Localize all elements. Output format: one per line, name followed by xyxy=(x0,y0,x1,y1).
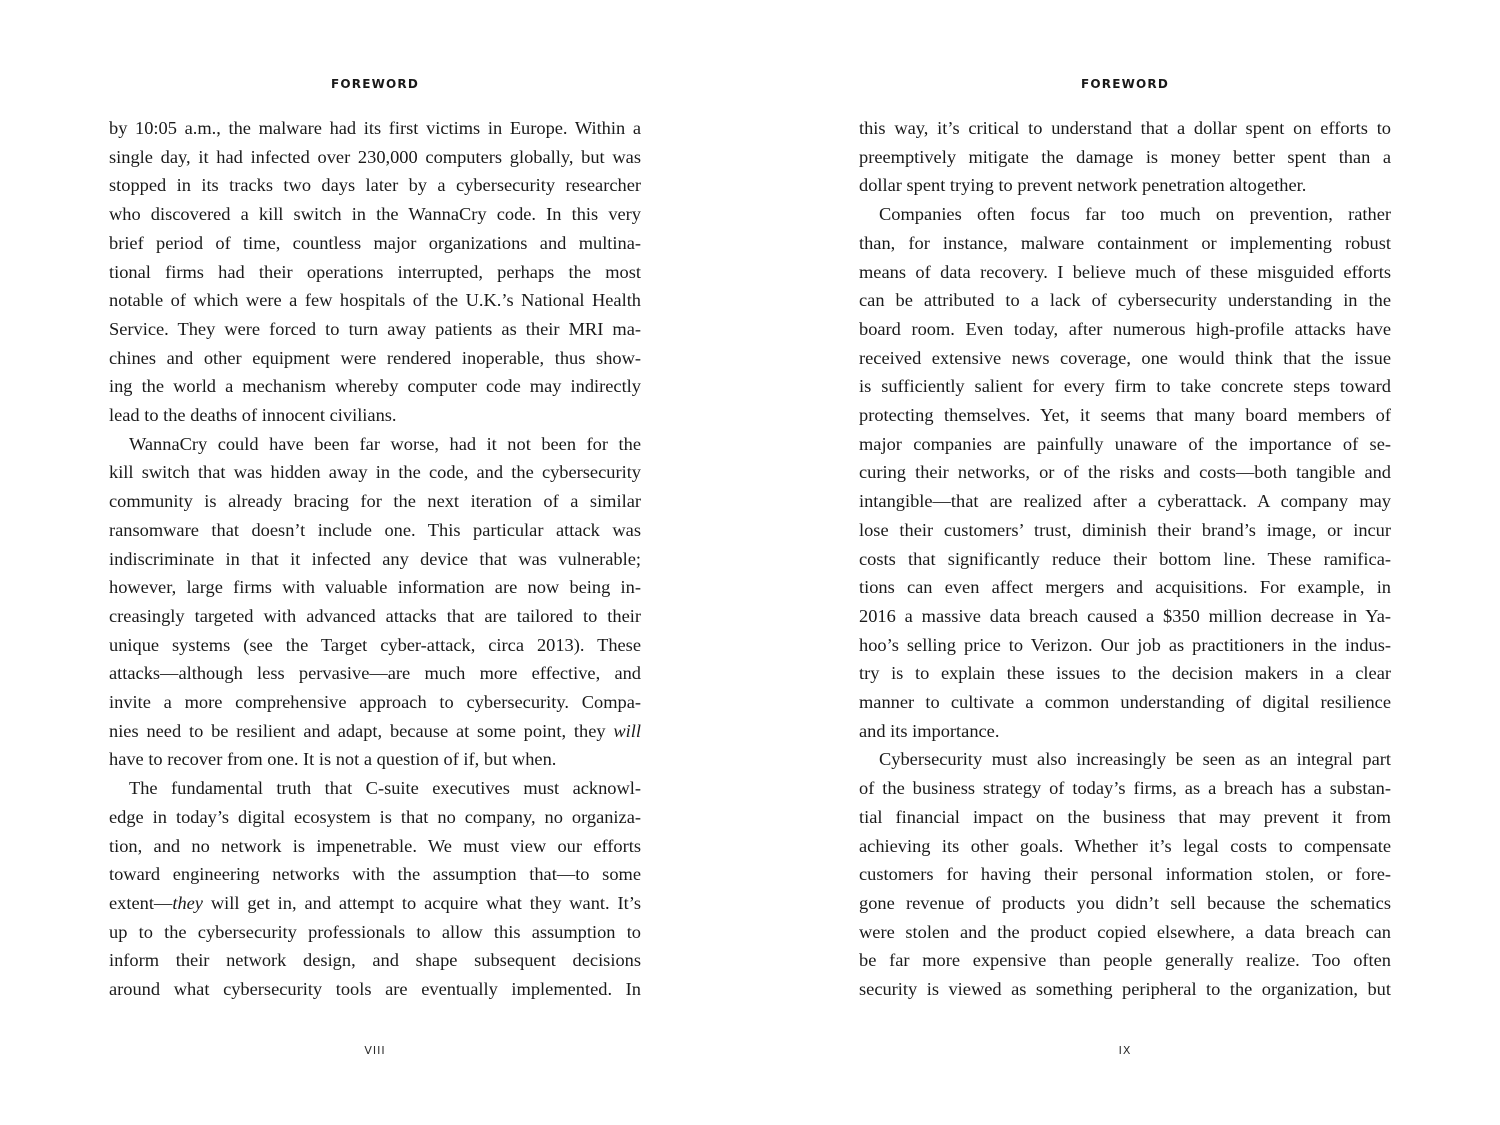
page-number: VIII xyxy=(364,1044,386,1057)
text-line: tional firms had their operations interrupted, perhaps the most xyxy=(109,261,641,282)
text-line: dollar spent trying to prevent network penetration altogether. xyxy=(859,175,1307,196)
text-line: nies need to be resilient and adapt, because at some point, they will xyxy=(109,720,641,741)
text-line: by 10:05 a.m., the malware had its first victims in Europe. Within a xyxy=(109,118,641,138)
text-line: than, for instance, malware containment or implementing robust xyxy=(859,232,1391,253)
text-line: major companies are painfully unaware of the importance of se- xyxy=(859,433,1391,454)
text-line: unique systems (see the Target cyber-attack, circa 2013). These xyxy=(109,634,641,655)
text-line: protecting themselves. Yet, it seems that many board members of xyxy=(859,405,1391,426)
text-line: Cybersecurity must also increasingly be seen as an integral part xyxy=(879,749,1391,770)
text-line: of the business strategy of today’s firms, as a breach has a substan- xyxy=(859,778,1391,799)
text-line: security is viewed as something peripheral to the organization, but xyxy=(859,979,1391,1000)
text-line: up to the cybersecurity professionals to allow this assumption to xyxy=(109,921,641,942)
text-line: 2016 a massive data breach caused a $350 million decrease in Ya- xyxy=(859,605,1391,626)
text-line: however, large firms with valuable information are now being in- xyxy=(109,577,641,598)
text-line: curing their networks, or of the risks and costs—both tangible and xyxy=(859,462,1391,483)
text-line: board room. Even today, after numerous high-profile attacks have xyxy=(859,318,1391,339)
text-line: brief period of time, countless major organizations and multina- xyxy=(109,232,641,253)
text-line: community is already bracing for the next iteration of a similar xyxy=(109,491,641,512)
text-line: chines and other equipment were rendered inoperable, thus show- xyxy=(109,347,641,368)
text-line: be far more expensive than people generally realize. Too often xyxy=(859,950,1391,971)
text-line: The fundamental truth that C-suite executives must acknowl- xyxy=(129,778,641,799)
text-line: hoo’s selling price to Verizon. Our job as practitioners in the indus- xyxy=(859,634,1391,655)
text-line: costs that significantly reduce their bottom line. These ramifica- xyxy=(859,548,1391,569)
text-line: preemptively mitigate the damage is money better spent than a xyxy=(859,146,1391,167)
running-head: FOREWORD xyxy=(1080,77,1170,91)
text-line: ransomware that doesn’t include one. This particular attack was xyxy=(109,519,641,540)
text-line: were stolen and the product copied elsewhere, a data breach can xyxy=(859,921,1391,942)
text-line: customers for having their personal information stolen, or fore- xyxy=(859,864,1391,885)
text-line: have to recover from one. It is not a question of if, but when. xyxy=(109,749,557,770)
text-line: invite a more comprehensive approach to cybersecurity. Compa- xyxy=(109,692,641,713)
text-line: Companies often focus far too much on prevention, rather xyxy=(879,204,1391,225)
text-line: ing the world a mechanism whereby computer code may indirectly xyxy=(109,376,641,397)
text-line: try is to explain these issues to the decision makers in a clear xyxy=(859,663,1391,684)
text-line: this way, it’s critical to understand that a dollar spent on efforts to xyxy=(859,118,1391,138)
text-line: and its importance. xyxy=(859,720,1000,741)
text-line: manner to cultivate a common understanding of digital resilience xyxy=(859,692,1391,713)
text-line: means of data recovery. I believe much of these misguided efforts xyxy=(859,261,1391,282)
text-line: gone revenue of products you didn’t sell because the schematics xyxy=(859,892,1391,913)
body-text xyxy=(859,114,1391,1004)
text-line: Service. They were forced to turn away patients as their MRI ma- xyxy=(109,318,641,339)
text-line: notable of which were a few hospitals of the U.K.’s National Health xyxy=(109,290,641,311)
text-line: WannaCry could have been far worse, had it not been for the xyxy=(129,433,641,454)
text-line: stopped in its tracks two days later by a cybersecurity researcher xyxy=(109,175,641,196)
text-line: is sufficiently salient for every firm to take concrete steps toward xyxy=(859,376,1391,397)
text-line: tions can even affect mergers and acquisitions. For example, in xyxy=(859,577,1391,598)
text-line: intangible—that are realized after a cyberattack. A company may xyxy=(859,491,1391,512)
text-line: inform their network design, and shape subsequent decisions xyxy=(109,950,641,971)
right-page xyxy=(750,0,1500,1125)
text-line: attacks—although less pervasive—are much more effective, and xyxy=(109,663,641,684)
text-line: kill switch that was hidden away in the code, and the cybersecurity xyxy=(109,462,641,483)
text-line: received extensive news coverage, one would think that the issue xyxy=(859,347,1391,368)
emphasis: will xyxy=(613,720,641,741)
text-line: single day, it had infected over 230,000 computers globally, but was xyxy=(109,146,641,167)
page-number: IX xyxy=(1118,1044,1132,1057)
text-line: achieving its other goals. Whether it’s legal costs to compensate xyxy=(859,835,1391,856)
text-line: tion, and no network is impenetrable. We must view our efforts xyxy=(109,835,641,856)
body-text xyxy=(109,114,641,1004)
text-line: lose their customers’ trust, diminish their brand’s image, or incur xyxy=(859,519,1391,540)
emphasis: they xyxy=(172,892,203,913)
text-line: indiscriminate in that it infected any device that was vulnerable; xyxy=(109,548,641,569)
text-line: extent—they will get in, and attempt to acquire what they want. It’s xyxy=(109,892,641,913)
text-line: tial financial impact on the business that may prevent it from xyxy=(859,806,1391,827)
text-line: toward engineering networks with the assumption that—to some xyxy=(109,864,641,885)
text-line: can be attributed to a lack of cybersecurity understanding in the xyxy=(859,290,1391,311)
text-line: lead to the deaths of innocent civilians. xyxy=(109,405,397,426)
text-line: edge in today’s digital ecosystem is that no company, no organiza- xyxy=(109,806,641,827)
text-line: creasingly targeted with advanced attacks that are tailored to their xyxy=(109,605,641,626)
text-line: around what cybersecurity tools are eventually implemented. In xyxy=(109,979,641,1000)
running-head: FOREWORD xyxy=(330,77,420,91)
text-line: who discovered a kill switch in the WannaCry code. In this very xyxy=(109,204,641,225)
